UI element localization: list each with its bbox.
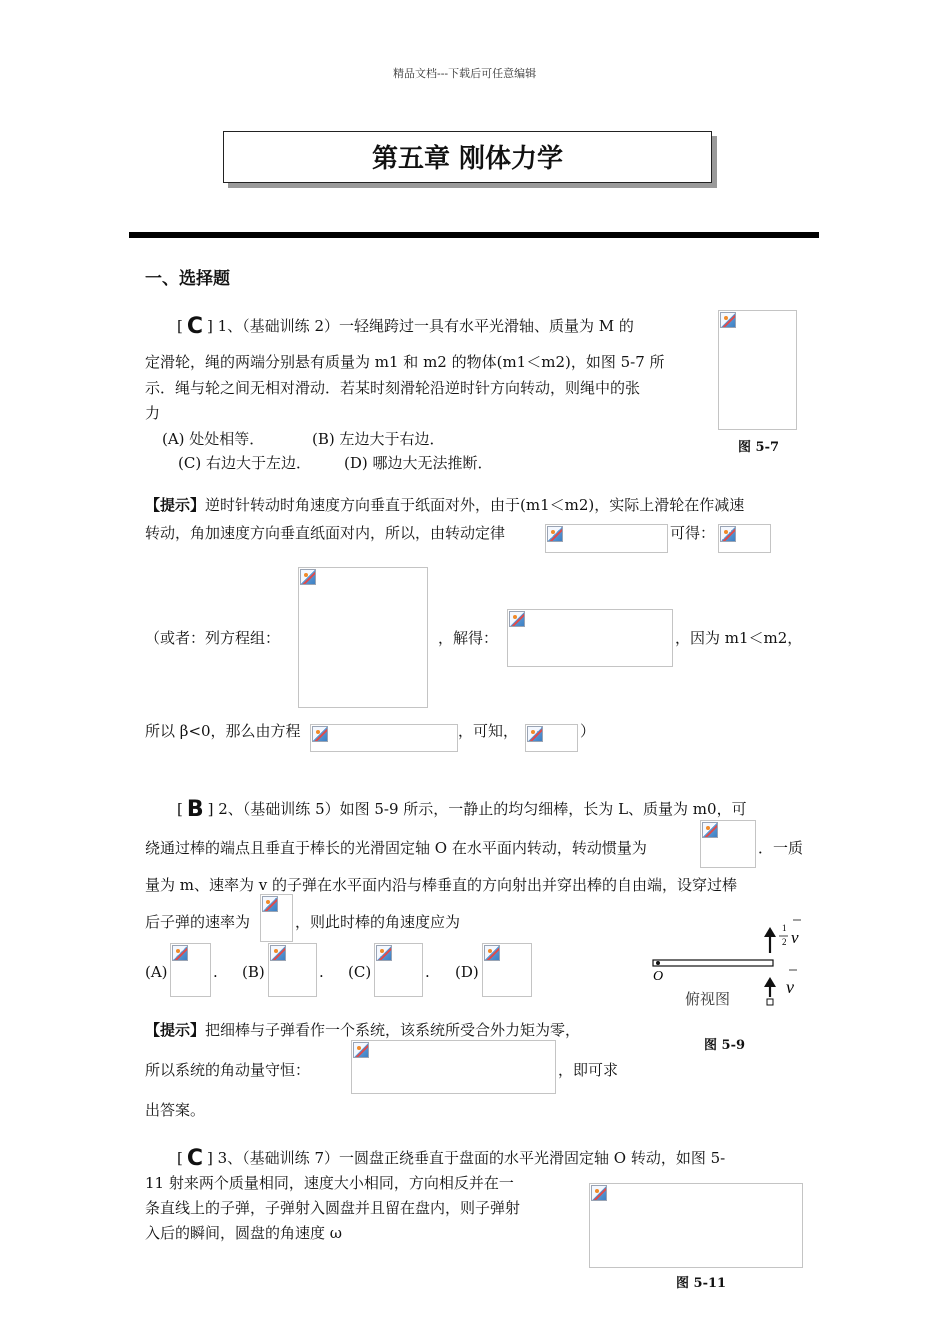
question-2-option-c: (C) <box>348 963 372 981</box>
question-1-answer: C <box>186 314 204 339</box>
hint-1-line-4-end: ） <box>580 722 596 740</box>
option-c-dot: . <box>425 963 430 981</box>
moment-of-inertia-image <box>700 820 756 868</box>
question-1-option-d: (D) 哪边大无法推断． <box>344 454 493 472</box>
broken-image-icon <box>720 526 736 542</box>
question-1-line-4: 力 <box>145 404 161 422</box>
hint-1-line-4: 所以 β<0，那么由方程 <box>145 722 301 740</box>
chapter-title: 第五章 刚体力学 <box>371 144 564 174</box>
question-2-option-b: (B) <box>242 963 265 981</box>
velocity-image <box>260 894 293 942</box>
question-2-line-2: 绕通过棒的端点且垂直于棒长的光滑固定轴 O 在水平面内转动，转动惯量为 <box>145 839 647 857</box>
broken-image-icon <box>509 611 525 627</box>
broken-image-icon <box>720 312 736 328</box>
broken-image-icon <box>270 945 286 961</box>
hint-1-line-3: （或者：列方程组： <box>145 629 281 647</box>
question-3-line-1: [ C ] 3、（基础训练 7）一圆盘正绕垂直于盘面的水平光滑固定轴 O 转动，如图 5- <box>177 1146 726 1171</box>
broken-image-icon <box>527 726 543 742</box>
figure-5-7-image <box>718 310 797 430</box>
question-3-line-4: 入后的瞬间，圆盘的角速度 ω <box>145 1224 343 1242</box>
question-2-line-4-end: ，则此时棒的角速度应为 <box>295 913 461 931</box>
question-1-line-1: [ C ] 1、（基础训练 2）一轻绳跨过一具有水平光滑轴、质量为 M 的 <box>177 314 634 339</box>
question-3-answer: C <box>186 1146 204 1171</box>
equation-image <box>310 724 458 752</box>
question-2-line-1: [ B ] 2、（基础训练 5）如图 5-9 所示，一静止的均匀细棒，长为 L、质量为 m0，可 <box>177 797 747 822</box>
equation-image <box>525 724 578 752</box>
axis-point <box>656 961 660 965</box>
broken-image-icon <box>702 822 718 838</box>
hint-1-line-2-end: 可得： <box>670 524 716 542</box>
broken-image-icon <box>376 945 392 961</box>
hint-2-line-2: 所以系统的角动量守恒： <box>145 1061 311 1079</box>
question-2-answer: B <box>186 797 204 822</box>
broken-image-icon <box>312 726 328 742</box>
question-1-line-2: 定滑轮，绳的两端分别悬有质量为 m1 和 m2 的物体(m1＜m2)，如图 5-7 所 <box>145 353 665 371</box>
fraction-numerator: 1 <box>782 923 787 933</box>
hint-2-line-1: 【提示】把细棒与子弹看作一个系统，该系统所受合外力矩为零， <box>145 1021 581 1039</box>
hint-2-line-3: 出答案。 <box>145 1101 206 1119</box>
hint-1-line-1: 【提示】逆时针转动时角速度方向垂直于纸面对外，由于(m1＜m2)，实际上滑轮在作减速 <box>145 496 745 514</box>
fraction-denominator: 2 <box>782 937 787 947</box>
title-divider <box>129 232 819 238</box>
question-1-option-a: (A) 处处相等． <box>162 430 265 448</box>
option-b-image <box>268 943 317 997</box>
equation-image <box>545 524 668 553</box>
question-2-line-3: 量为 m、速率为 v 的子弹在水平面内沿与棒垂直的方向射出并穿出棒的自由端，设穿过棒 <box>145 876 738 894</box>
rod <box>653 960 773 966</box>
broken-image-icon <box>262 896 278 912</box>
figure-5-7-caption: 图 5-7 <box>738 440 780 455</box>
question-2-line-4: 后子弹的速率为 <box>145 913 251 931</box>
chapter-title-box <box>223 131 712 183</box>
option-b-dot: . <box>319 963 324 981</box>
broken-image-icon <box>591 1185 607 1201</box>
question-2-line-2-end: ．一质 <box>758 839 804 857</box>
velocity-label-half: v <box>791 928 799 947</box>
solution-image <box>507 609 673 667</box>
top-view-label: 俯视图 <box>685 990 731 1008</box>
question-1-option-b: (B) 左边大于右边． <box>312 430 445 448</box>
section-heading: 一、选择题 <box>145 269 230 289</box>
question-1-line-3: 示．绳与轮之间无相对滑动．若某时刻滑轮沿逆时针方向转动，则绳中的张 <box>145 379 641 397</box>
hint-1-line-3-mid: ，解得： <box>438 629 499 647</box>
option-d-image <box>482 943 532 997</box>
question-1-option-c: (C) 右边大于左边． <box>178 454 311 472</box>
page-header: 精品文档---下载后可任意编辑 <box>393 67 537 80</box>
figure-5-11-caption: 图 5-11 <box>676 1276 727 1291</box>
figure-5-11-image <box>589 1183 803 1268</box>
question-3-line-3: 条直线上的子弹，子弹射入圆盘并且留在盘内，则子弹射 <box>145 1199 521 1217</box>
option-c-image <box>374 943 423 997</box>
broken-image-icon <box>300 569 316 585</box>
hint-1-line-4-mid: ，可知， <box>458 722 519 740</box>
equation-system-image <box>298 567 428 708</box>
figure-5-9-diagram <box>645 915 825 1015</box>
angular-momentum-equation-image <box>351 1040 556 1094</box>
bullet-before-arrow <box>764 977 776 1005</box>
broken-image-icon <box>547 526 563 542</box>
figure-5-9-caption: 图 5-9 <box>704 1038 746 1053</box>
option-a-image <box>170 943 211 997</box>
question-3-line-2: 11 射来两个质量相同，速度大小相同，方向相反并在一 <box>145 1174 514 1192</box>
broken-image-icon <box>353 1042 369 1058</box>
hint-2-line-2-end: ，即可求 <box>558 1061 619 1079</box>
broken-image-icon <box>172 945 188 961</box>
hint-1-line-2: 转动，角加速度方向垂直纸面对内，所以，由转动定律 <box>145 524 506 542</box>
question-2-option-a: (A) <box>145 963 168 981</box>
option-a-dot: . <box>213 963 218 981</box>
question-2-option-d: (D) <box>455 963 479 981</box>
bullet-after-arrow <box>764 927 776 953</box>
velocity-label: v <box>786 977 794 997</box>
broken-image-icon <box>484 945 500 961</box>
hint-1-line-3-end: ，因为 m1＜m2， <box>675 629 803 647</box>
axis-label-o: O <box>653 969 664 984</box>
equation-image <box>718 524 771 553</box>
